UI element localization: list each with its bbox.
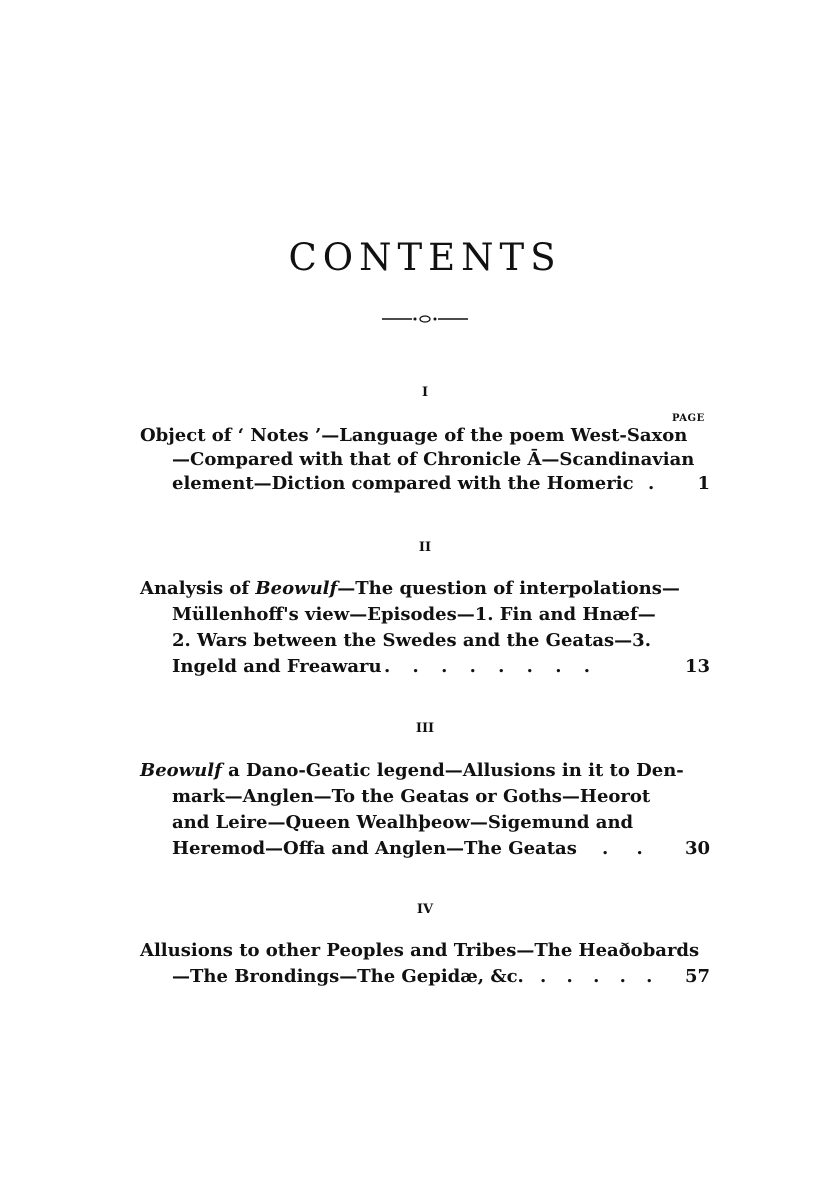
toc-entry-3-line-2: mark—Anglen—To the Geatas or Goths—Heorot bbox=[172, 786, 651, 807]
section-numeral-4: IV bbox=[416, 902, 434, 917]
toc-entry-4-line-2: —The Brondings—The Gepidæ, &c. bbox=[172, 966, 524, 987]
section-numeral-3: III bbox=[415, 721, 435, 736]
toc-entry-1-leader: . bbox=[648, 473, 655, 494]
toc-entry-2-page: 13 bbox=[684, 656, 710, 677]
toc-entry-3-page: 30 bbox=[684, 838, 710, 859]
toc-entry-2-line-3: 2. Wars between the Swedes and the Geatas—3. bbox=[172, 630, 651, 651]
toc-entry-3-line-3: and Leire—Queen Wealhþeow—Sigemund and bbox=[172, 812, 634, 833]
toc-entry-4-page: 57 bbox=[684, 966, 710, 987]
toc-entry-1-line-3: element—Diction compared with the Homeric bbox=[172, 473, 634, 494]
toc-entry-1-line-1: Object of ‘ Notes ’—Language of the poem West-Saxon bbox=[140, 425, 688, 446]
toc-entry-3-line-4: Heremod—Offa and Anglen—The Geatas bbox=[172, 838, 577, 859]
section-numeral-2: II bbox=[418, 540, 432, 555]
toc-entry-1-page: 1 bbox=[697, 473, 710, 494]
section-numeral-1: I bbox=[421, 385, 429, 400]
toc-entry-2-line-2: Müllenhoff's view—Episodes—1. Fin and Hnæf— bbox=[172, 604, 656, 625]
title-ornament bbox=[382, 312, 468, 326]
toc-entry-3-line-1: Beowulf a Dano-Geatic legend—Allusions in it to Den- bbox=[140, 760, 684, 781]
toc-entry-4-leader: . . . . . bbox=[540, 966, 653, 987]
toc-entry-2-leader: . . . . . . . . bbox=[384, 656, 590, 677]
toc-entry-3-leader: . . bbox=[602, 838, 643, 859]
toc-entry-2-line-1: Analysis of Beowulf—The question of interpolations— bbox=[140, 578, 680, 599]
toc-entry-4-line-1: Allusions to other Peoples and Tribes—The Heaðobards bbox=[140, 940, 700, 961]
toc-entry-2-line-4: Ingeld and Freawaru bbox=[172, 656, 382, 677]
page-column-label: PAGE bbox=[672, 413, 705, 424]
toc-entry-1-line-2: —Compared with that of Chronicle Ᾱ—Scandinavian bbox=[172, 449, 695, 470]
page-title: CONTENTS bbox=[288, 236, 562, 279]
